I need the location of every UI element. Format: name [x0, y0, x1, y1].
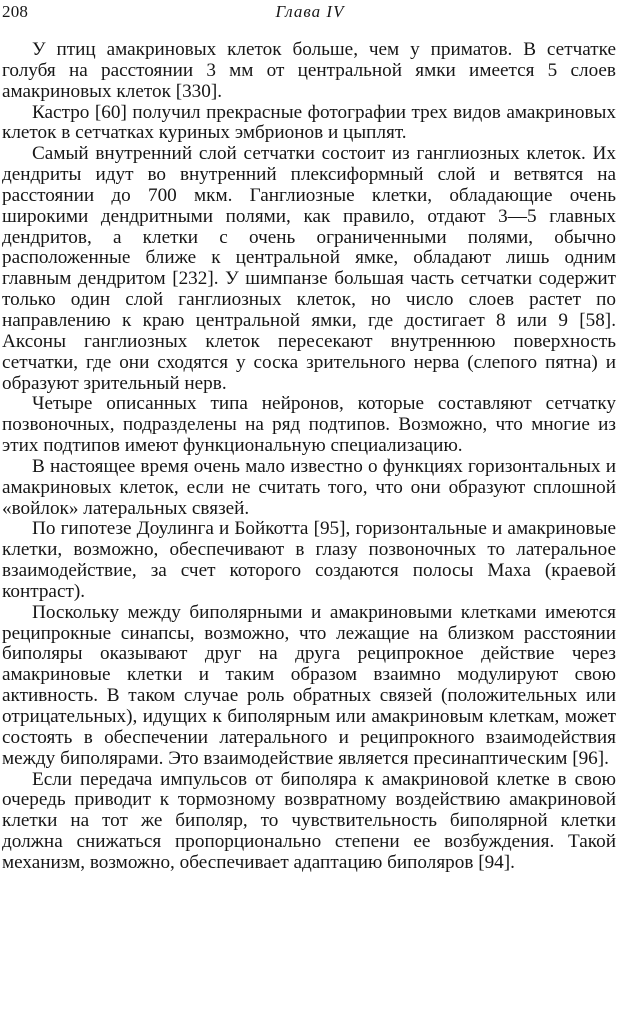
- page-number: 208: [2, 2, 29, 21]
- paragraph: У птиц амакриновых клеток больше, чем у приматов. В сетчатке голубя на расстоянии 3 мм от центральной ямки имеется 5 слоев амакриновых клеток [330].: [2, 39, 616, 102]
- paragraph: Кастро [60] получил прекрасные фотографии трех видов амакриновых клеток в сетчатках куриных эмбрионов и цыплят.: [2, 101, 616, 144]
- paragraph: По гипотезе Доулинга и Бойкотта [95], горизонтальные и амакриновые клетки, возможно, обеспечивают в глазу позвоночных то латеральное взаимодействие, за счет которого создаются полосы Маха (краевой контраст).: [2, 518, 616, 602]
- running-head-chapter: Глава IV: [275, 2, 345, 21]
- paragraph: Четыре описанных типа нейронов, которые составляют сетчатку позвоночных, подразделены на ряд подтипов. Возможно, что многие из этих подтипов имеют функциональную специализацию.: [2, 393, 616, 457]
- body-text: [2, 40, 616, 874]
- paragraph: Поскольку между биполярными и амакриновыми клетками имеются реципрокные синапсы, возможно, что лежащие на близком расстоянии биполяры оказывают друг на друга реципрокное действие через амакриновые клетки и таким образом взаимно модулируют свою активность. В таком случае роль обратных связей (положительных или отрицательных), идущих к биполярным или амакриновым клеткам, может состоять в обеспечении латерального и реципрокного взаимодействия между биполярами. Это взаимодействие является пресинаптическим [96].: [2, 601, 616, 769]
- paragraph: Если передача импульсов от биполяра к амакриновой клетке в свою очередь приводит к тормозному возвратному воздействию амакриновой клетки на тот же биполяр, то чувствительность биполярной клетки должна снижаться пропорционально степени ее возбуждения. Такой механизм, возможно, обеспечивает адаптацию биполяров [94].: [2, 768, 616, 873]
- paragraph: Самый внутренний слой сетчатки состоит из ганглиозных клеток. Их дендриты идут во внутренний плексиформный слой и ветвятся на расстоянии до 700 мкм. Ганглиозные клетки, обладающие очень широкими дендритными полями, как правило, отдают 3—5 главных дендритов, а клетки с очень ограниченными полями, обычно расположенные ближе к центральной ямке, обладают лишь одним главным дендритом [232]. У шимпанзе большая часть сетчатки содержит только один слой ганглиозных клеток, но число слоев растет по направлению к краю центральной ямки, где достигает 8 или 9 [58]. Аксоны ганглиозных клеток пересекают внутреннюю поверхность сетчатки, где они сходятся у соска зрительного нерва (слепого пятна) и образуют зрительный нерв.: [2, 143, 616, 394]
- paragraph: В настоящее время очень мало известно о функциях горизонтальных и амакриновых клеток, если не считать того, что они образуют сплошной «войлок» латеральных связей.: [2, 455, 616, 519]
- page-header: [0, 2, 620, 28]
